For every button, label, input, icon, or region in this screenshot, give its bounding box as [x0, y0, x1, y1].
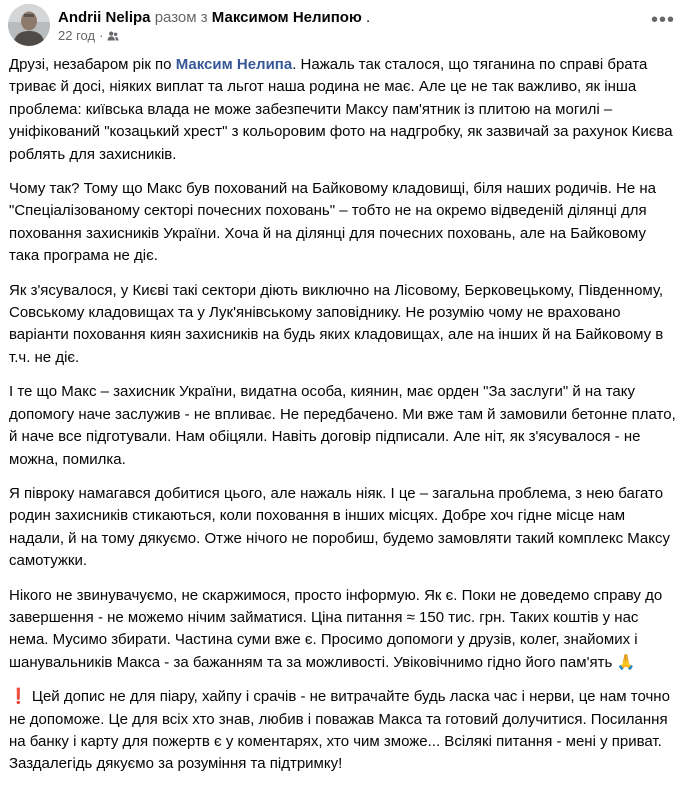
period: .: [365, 9, 371, 26]
friends-icon[interactable]: [107, 30, 119, 42]
author-line: [58, 8, 370, 27]
avatar-photo-icon: [8, 4, 50, 46]
paragraph-text: Цей допис не для піару, хайпу і срачів - не витрачайте будь ласка час і нерви, це нам точно не допоможе. Це для всіх хто знав, любив і поважав Макса та готовий долучитися. Посилання на банку і карту для пожертв є у коментарях, хто чим зможе... Всілякі питання - мені у приват. Заздалегідь дякуємо за розуміння та підтримку!: [9, 688, 670, 773]
mention-link[interactable]: Максим Нелипа: [175, 56, 293, 73]
post-header: [0, 0, 687, 58]
tagged-name[interactable]: Максимом Нелипою: [211, 9, 362, 26]
more-horizontal-icon: •••: [650, 8, 675, 31]
post-paragraph: Як з'ясувалося, у Києві такі сектори діють виключно на Лісовому, Берковецькому, Південному, Совському кладовищах та у Лук'янівському заповіднику. Не розумію чому не враховано варіанти поховання киян захисників на будь яких кладовищах, але на інших й на Байковому в т.ч. не діє.: [9, 281, 664, 366]
post-paragraph: Чому так? Тому що Макс був похований на Байковому кладовищі, біля наших родичів. Не на "Спеціалізованому секторі почесних поховань" – тобто не на окремо відведеній ділянці для поховання захисників України. Хоча й на ділянці для почесних поховань, але на Байковому така програма не діє.: [9, 180, 656, 265]
with-text: разом з: [154, 9, 208, 26]
paragraph-text: . Нажаль так сталося, що тяганина по справі брата триває й досі, ніяких виплат та льгот наша родина не має. Але це не так важливо, як інша проблема: київська влада не може забезпечити Максу пам'ятник із плитою на могилі – уніфікований "козацький хрест" з кольоровим фото на надгробку, як зазвичай за рахунок Києва роблять для захисників.: [9, 56, 673, 163]
paragraph-text: Друзі, незабаром рік по: [9, 56, 172, 73]
meta-separator: ·: [99, 28, 104, 43]
post-meta: [58, 28, 119, 44]
post-body: [9, 54, 679, 788]
avatar[interactable]: [8, 4, 50, 46]
exclamation-icon: ❗: [9, 688, 28, 706]
post-paragraph: Я півроку намагався добитися цього, але нажаль ніяк. І це – загальна проблема, з нею багато родин захисників стикаються, коли поховання в інших місцях. Добре хоч гідне місце нам надали, й на тому дякуємо. Отже нічого не поробиш, будемо замовляти такий комплекс Максу самотужки.: [9, 484, 670, 570]
more-options-button[interactable]: [649, 10, 677, 30]
post-paragraph: [9, 585, 679, 675]
praying-hands-icon: 🙏: [616, 653, 636, 671]
post-paragraph: [9, 54, 679, 166]
post-paragraph: [9, 686, 679, 776]
post-time[interactable]: 22 год: [58, 28, 96, 43]
paragraph-text: Нікого не звинувачуємо, не скаржимося, просто інформую. Як є. Поки не доведемо справу до завершення - не можемо нічим займатися. Ціна питання ≈ 150 тис. грн. Таких коштів у нас нема. Мусимо збирати. Частина суми вже є. Просимо допомоги у друзів, колег, знайомих і шанувальників Макса - за бажанням та за можливості. Увіковічнимо гідно його пам'ять: [9, 586, 663, 671]
author-name[interactable]: Andrii Nelipa: [58, 9, 151, 26]
post-paragraph: І те що Макс – захисник України, видатна особа, киянин, має орден "За заслуги" й на таку допомогу наче заслужив - не впливає. Не передбачено. Ми вже там й замовили бетонне плато, й наче все підготували. Нам обіцяли. Навіть договір підписали. Але ніт, як з'ясувалося - не можна, помилка.: [9, 383, 676, 468]
